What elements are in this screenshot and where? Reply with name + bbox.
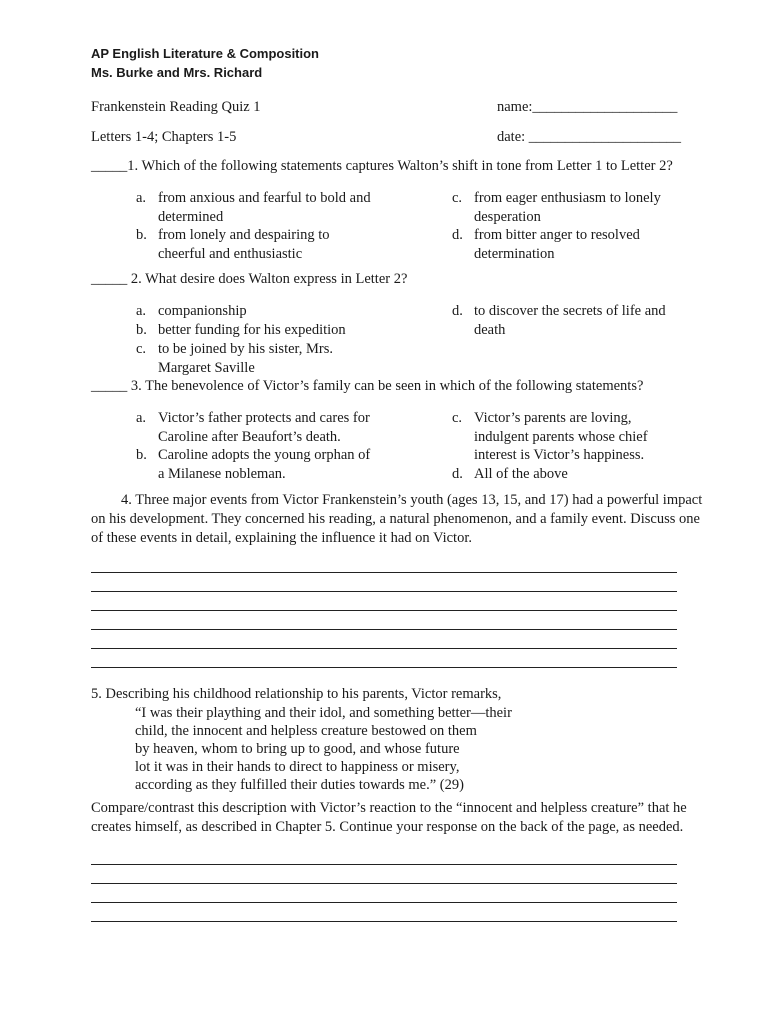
option-letter: d. [452,303,463,319]
option-letter: c. [452,190,463,206]
question-2-option-d[interactable] [452,302,692,339]
option-text: from bitter anger to resolved [474,227,640,243]
question-4-line: 4. Three major events from Victor Frankenstein’s youth (ages 13, 15, and 17) had a powerful impact [121,492,703,508]
date-field[interactable]: date: _____________________ [497,129,682,145]
question-3-option-d[interactable] [452,465,692,484]
course-title: AP English Literature & Composition [91,46,320,61]
option-text: from lonely and despairing to [158,227,330,243]
question-1-option-b[interactable] [136,226,396,263]
option-text: death [474,321,506,338]
option-text: from anxious and fearful to bold and [158,190,371,206]
option-text: Victor’s parents are loving, [474,410,632,426]
option-text: determined [158,208,224,225]
option-letter: b. [136,447,147,463]
question-2-prompt: _____ 2. What desire does Walton express in Letter 2? [91,271,408,287]
quote-line: by heaven, whom to bring up to good, and whose future [135,741,460,757]
answer-line[interactable] [91,591,677,592]
option-letter: b. [136,227,147,243]
answer-line[interactable] [91,648,677,649]
option-text: desperation [474,208,541,225]
question-2-option-b[interactable] [136,321,396,340]
quiz-title: Frankenstein Reading Quiz 1 [91,99,261,115]
question-1-option-a[interactable] [136,189,396,226]
quote-line: “I was their plaything and their idol, and something better—their [135,705,512,721]
question-5-prompt: Compare/contrast this description with Victor’s reaction to the “innocent and helpless creature” that he [91,800,687,816]
answer-line[interactable] [91,921,677,922]
question-2-option-c[interactable] [136,340,396,377]
question-3-prompt: _____ 3. The benevolence of Victor’s family can be seen in which of the following statements? [91,378,644,394]
question-4-line: of these events in detail, explaining the influence it had on Victor. [91,530,472,546]
name-field[interactable]: name:____________________ [497,99,678,115]
option-letter: a. [136,190,147,206]
option-letter: a. [136,410,147,426]
option-text: to be joined by his sister, Mrs. [158,341,334,357]
question-2-option-a[interactable] [136,302,396,321]
option-text: Victor’s father protects and cares for [158,410,370,426]
option-text: Margaret Saville [158,359,255,376]
option-letter: d. [452,466,463,482]
answer-line[interactable] [91,883,677,884]
answer-line[interactable] [91,629,677,630]
option-letter: a. [136,303,147,319]
question-1-option-c[interactable] [452,189,692,226]
answer-line[interactable] [91,572,677,573]
quote-line: child, the innocent and helpless creature bestowed on them [135,723,477,739]
option-text: Caroline after Beaufort’s death. [158,428,341,445]
option-text: determination [474,245,555,262]
answer-line[interactable] [91,610,677,611]
answer-line[interactable] [91,902,677,903]
question-1-option-d[interactable] [452,226,692,263]
option-text: better funding for his expedition [158,322,346,338]
option-text: indulgent parents whose chief [474,428,648,445]
teacher-names: Ms. Burke and Mrs. Richard [91,65,263,80]
option-letter: d. [452,227,463,243]
option-letter: c. [452,410,463,426]
quiz-coverage: Letters 1-4; Chapters 1-5 [91,129,237,145]
quote-line: lot it was in their hands to direct to happiness or misery, [135,759,460,775]
question-1-prompt: _____1. Which of the following statements captures Walton’s shift in tone from Letter 1 to Letter 2? [91,158,673,174]
option-text: All of the above [474,466,568,482]
question-5-prompt: creates himself, as described in Chapter 5. Continue your response on the back of the page, as needed. [91,819,684,835]
option-text: interest is Victor’s happiness. [474,447,645,463]
option-text: from eager enthusiasm to lonely [474,190,661,206]
victor-quote [135,704,512,794]
option-letter: b. [136,322,147,338]
option-text: companionship [158,303,247,319]
option-text: to discover the secrets of life and [474,303,666,319]
question-5-intro: 5. Describing his childhood relationship to his parents, Victor remarks, [91,686,502,702]
option-letter: c. [136,341,147,357]
question-4-line: on his development. They concerned his reading, a natural phenomenon, and a family event. Discuss one [91,511,700,527]
option-text: Caroline adopts the young orphan of [158,447,371,463]
option-text: cheerful and enthusiastic [158,245,303,262]
question-3-option-c[interactable] [452,409,692,465]
question-3-option-a[interactable] [136,409,396,446]
answer-line[interactable] [91,667,677,668]
answer-line[interactable] [91,864,677,865]
quote-line: according as they fulfilled their duties towards me.” (29) [135,777,464,793]
question-3-option-b[interactable] [136,446,396,483]
option-text: a Milanese nobleman. [158,465,286,482]
